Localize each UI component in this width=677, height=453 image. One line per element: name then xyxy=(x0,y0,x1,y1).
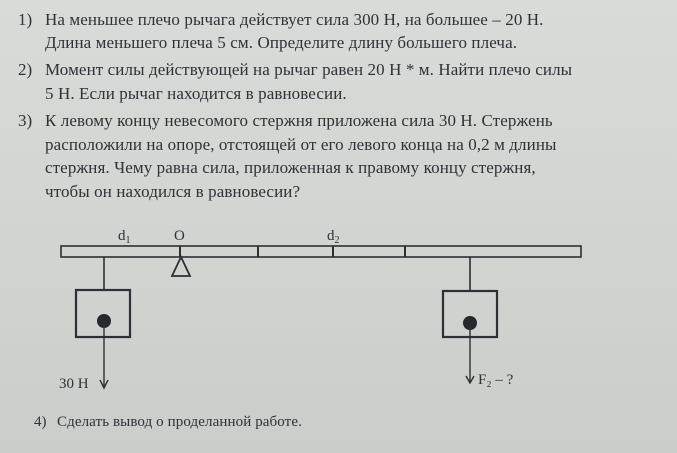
label-d2-letter: d xyxy=(327,228,335,244)
problem-3-line-3: стержня. Чему равна сила, приложенная к правому концу стержня, xyxy=(45,158,536,177)
problem-4-number: 4) xyxy=(34,414,47,430)
left-weight-box xyxy=(76,290,130,337)
label-pivot-o: O xyxy=(174,228,185,244)
problem-3-line-1: К левому концу невесомого стержня приложена сила 30 Н. Стержень xyxy=(45,111,553,130)
label-d1 xyxy=(118,228,131,249)
problem-2-line-1: Момент силы действующей на рычаг равен 20 Н * м. Найти плечо силы xyxy=(45,60,573,79)
problem-1-line-2: Длина меньшего плеча 5 см. Определите длину большего плеча. xyxy=(45,33,518,52)
problem-3-line-4: чтобы он находился в равновесии? xyxy=(45,182,301,201)
problem-2-number: 2) xyxy=(18,60,33,79)
problem-2-line-2: 5 Н. Если рычаг находится в равновесии. xyxy=(45,84,347,103)
problem-3-number: 3) xyxy=(18,111,33,130)
label-d2-subscript: 2 xyxy=(334,235,340,246)
label-d1-subscript: 1 xyxy=(125,235,131,246)
problem-1-number: 1) xyxy=(18,10,33,29)
problem-3-line-2: расположили на опоре, отстоящей от его левого конца на 0,2 м длины xyxy=(45,135,557,154)
support-triangle xyxy=(172,257,190,276)
label-left-force: 30 Н xyxy=(59,376,89,392)
problem-1-line-1: На меньшее плечо рычага действует сила 300 Н, на большее – 20 Н. xyxy=(45,10,544,29)
label-right-force: F₂ – ? xyxy=(478,372,514,388)
label-d2 xyxy=(327,228,340,249)
lever-bar xyxy=(61,246,581,257)
problem-4-line-1: Сделать вывод о проделанной работе. xyxy=(57,414,302,430)
label-d1-letter: d xyxy=(118,228,126,244)
